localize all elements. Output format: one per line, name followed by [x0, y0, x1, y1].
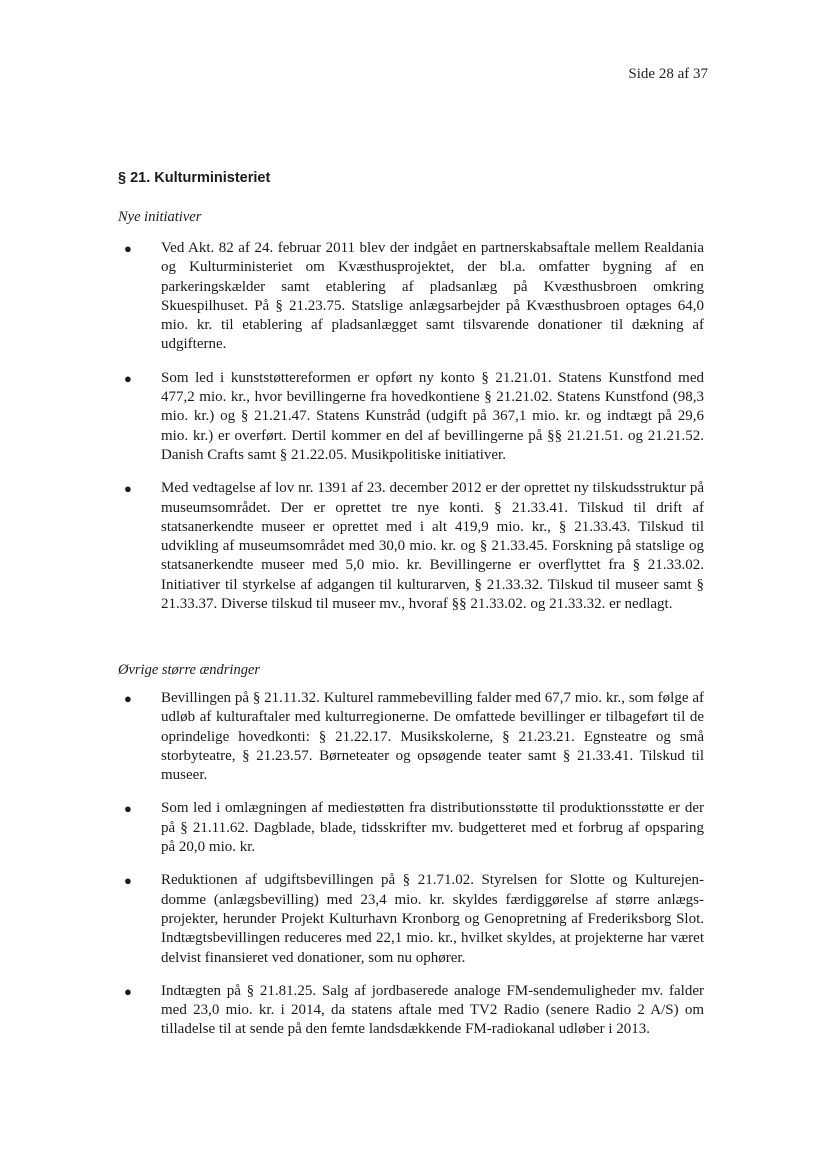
subheading-other-changes: Øvrige større ændringer [118, 662, 261, 678]
bullet-list-other-changes [118, 689, 704, 1054]
list-item: ● Som led i kunststøttereformen er opført ny konto § 21.21.01. Statens Kunstfond med 477,2 mio. kr., hvor bevillingerne fra hovedkontiene § 21.21.02. Statens Kunstfond (98,3 mio. kr.) og § 21.21.47. Statens Kunstråd (udgift på 367,1 mio. kr. og indtægt på 29,6 mio. kr.) er overført. Dertil kommer en del af bevillingerne på §§ 21.21.51. og 21.21.52. Danish Crafts samt § 21.22.05. Musikpolitiske initiativer. [124, 369, 704, 463]
bullet-icon: ● [124, 241, 132, 256]
list-item: ● Reduktionen af udgiftsbevillingen på § 21.71.02. Styrelsen for Slotte og Kulturejendomme (anlægsbevilling) med 23,4 mio. kr. skyldes færdiggørelse af større anlægsprojekter, herunder Projekt Kulturhavn Kronborg og Genopretning af Frederiksborg Slot. Indtægtsbevillingen reduceres med 22,1 mio. kr., hvilket skyldes, at projekterne har været delvist finansieret ved donationer, som nu ophører. [124, 872, 704, 966]
bullet-icon: ● [124, 801, 132, 817]
subheading-new-initiatives: Nye initiativer [118, 209, 202, 225]
list-item: ● Som led i omlægningen af mediestøtten fra distributionsstøtte til produktionsstøtte er der på § 21.11.62. Dagblade, blade, tidsskrifter mv. budgetteret med et forbrug af opsparing på 20,0 mio. kr. [124, 800, 704, 856]
bullet-icon: ● [124, 691, 132, 706]
bullet-icon: ● [124, 873, 132, 889]
section-heading: § 21. Kulturministeriet [118, 170, 271, 186]
bullet-list-new-initiatives [118, 239, 704, 628]
bullet-icon: ● [124, 370, 132, 386]
page-number: Side 28 af 37 [628, 66, 708, 82]
list-item: ● Bevillingen på § 21.11.32. Kulturel rammebevilling falder med 67,7 mio. kr., som følge af udløb af kulturaftaler med kulturregionerne. De omfattede bevillinger er tilbageført til de oprindelige hovedkonti: § 21.22.17. Musikskolerne, § 21.23.21. Egnsteatre og små storbyteatre, § 21.23.57. Børneteater og opsøgende teater samt § 21.33.41. Tilskud til museer. [124, 690, 704, 784]
bullet-icon: ● [124, 481, 132, 497]
list-item: ● Indtægten på § 21.81.25. Salg af jordbaserede analoge FM-sendemuligheder mv. falder med 23,0 mio. kr. i 2014, da statens aftale med TV2 Radio (senere Radio 2 A/S) om tilladelse til at sende på den femte landsdækkende FM-radiokanal udløber i 2013. [124, 982, 704, 1038]
list-item: ● Med vedtagelse af lov nr. 1391 af 23. december 2012 er der oprettet ny tilskudsstruktur på museumsområdet. Der er oprettet tre nye konti. § 21.33.41. Tilskud til drift af statsanerkendte museer er oprettet med i alt 419,9 mio. kr., § 21.33.43. Tilskud til udvikling af museumsområdet med 30,0 mio. kr. og § 21.33.45. Forskning på statslige og statsanerkendte museer med 5,0 mio. kr. Bevillingerne er overflyttet fra § 21.33.02. Initiativer til styrkelse af adgangen til kulturarven, § 21.33.32. Tilskud til museer samt § 21.33.37. Diverse tilskud til museer mv., hvoraf §§ 21.33.02. og 21.33.32. er nedlagt. [124, 480, 704, 613]
bullet-icon: ● [124, 983, 132, 999]
list-item: ● Ved Akt. 82 af 24. februar 2011 blev der indgået en partnerskabsaftale mellem Realdania og Kulturministeriet om Kvæsthusprojektet, der bl.a. omfatter bygning af en parkeringskælder samt etablering af pladsanlæg på Kvæsthusbroen omkring Skuespilhuset. På § 21.23.75. Statslige anlægsarbejder på Kvæsthusbroen optages 64,0 mio. kr. til etablering af pladsanlægget samt tilsvarende donationer til dækning af udgifterne. [124, 240, 704, 353]
